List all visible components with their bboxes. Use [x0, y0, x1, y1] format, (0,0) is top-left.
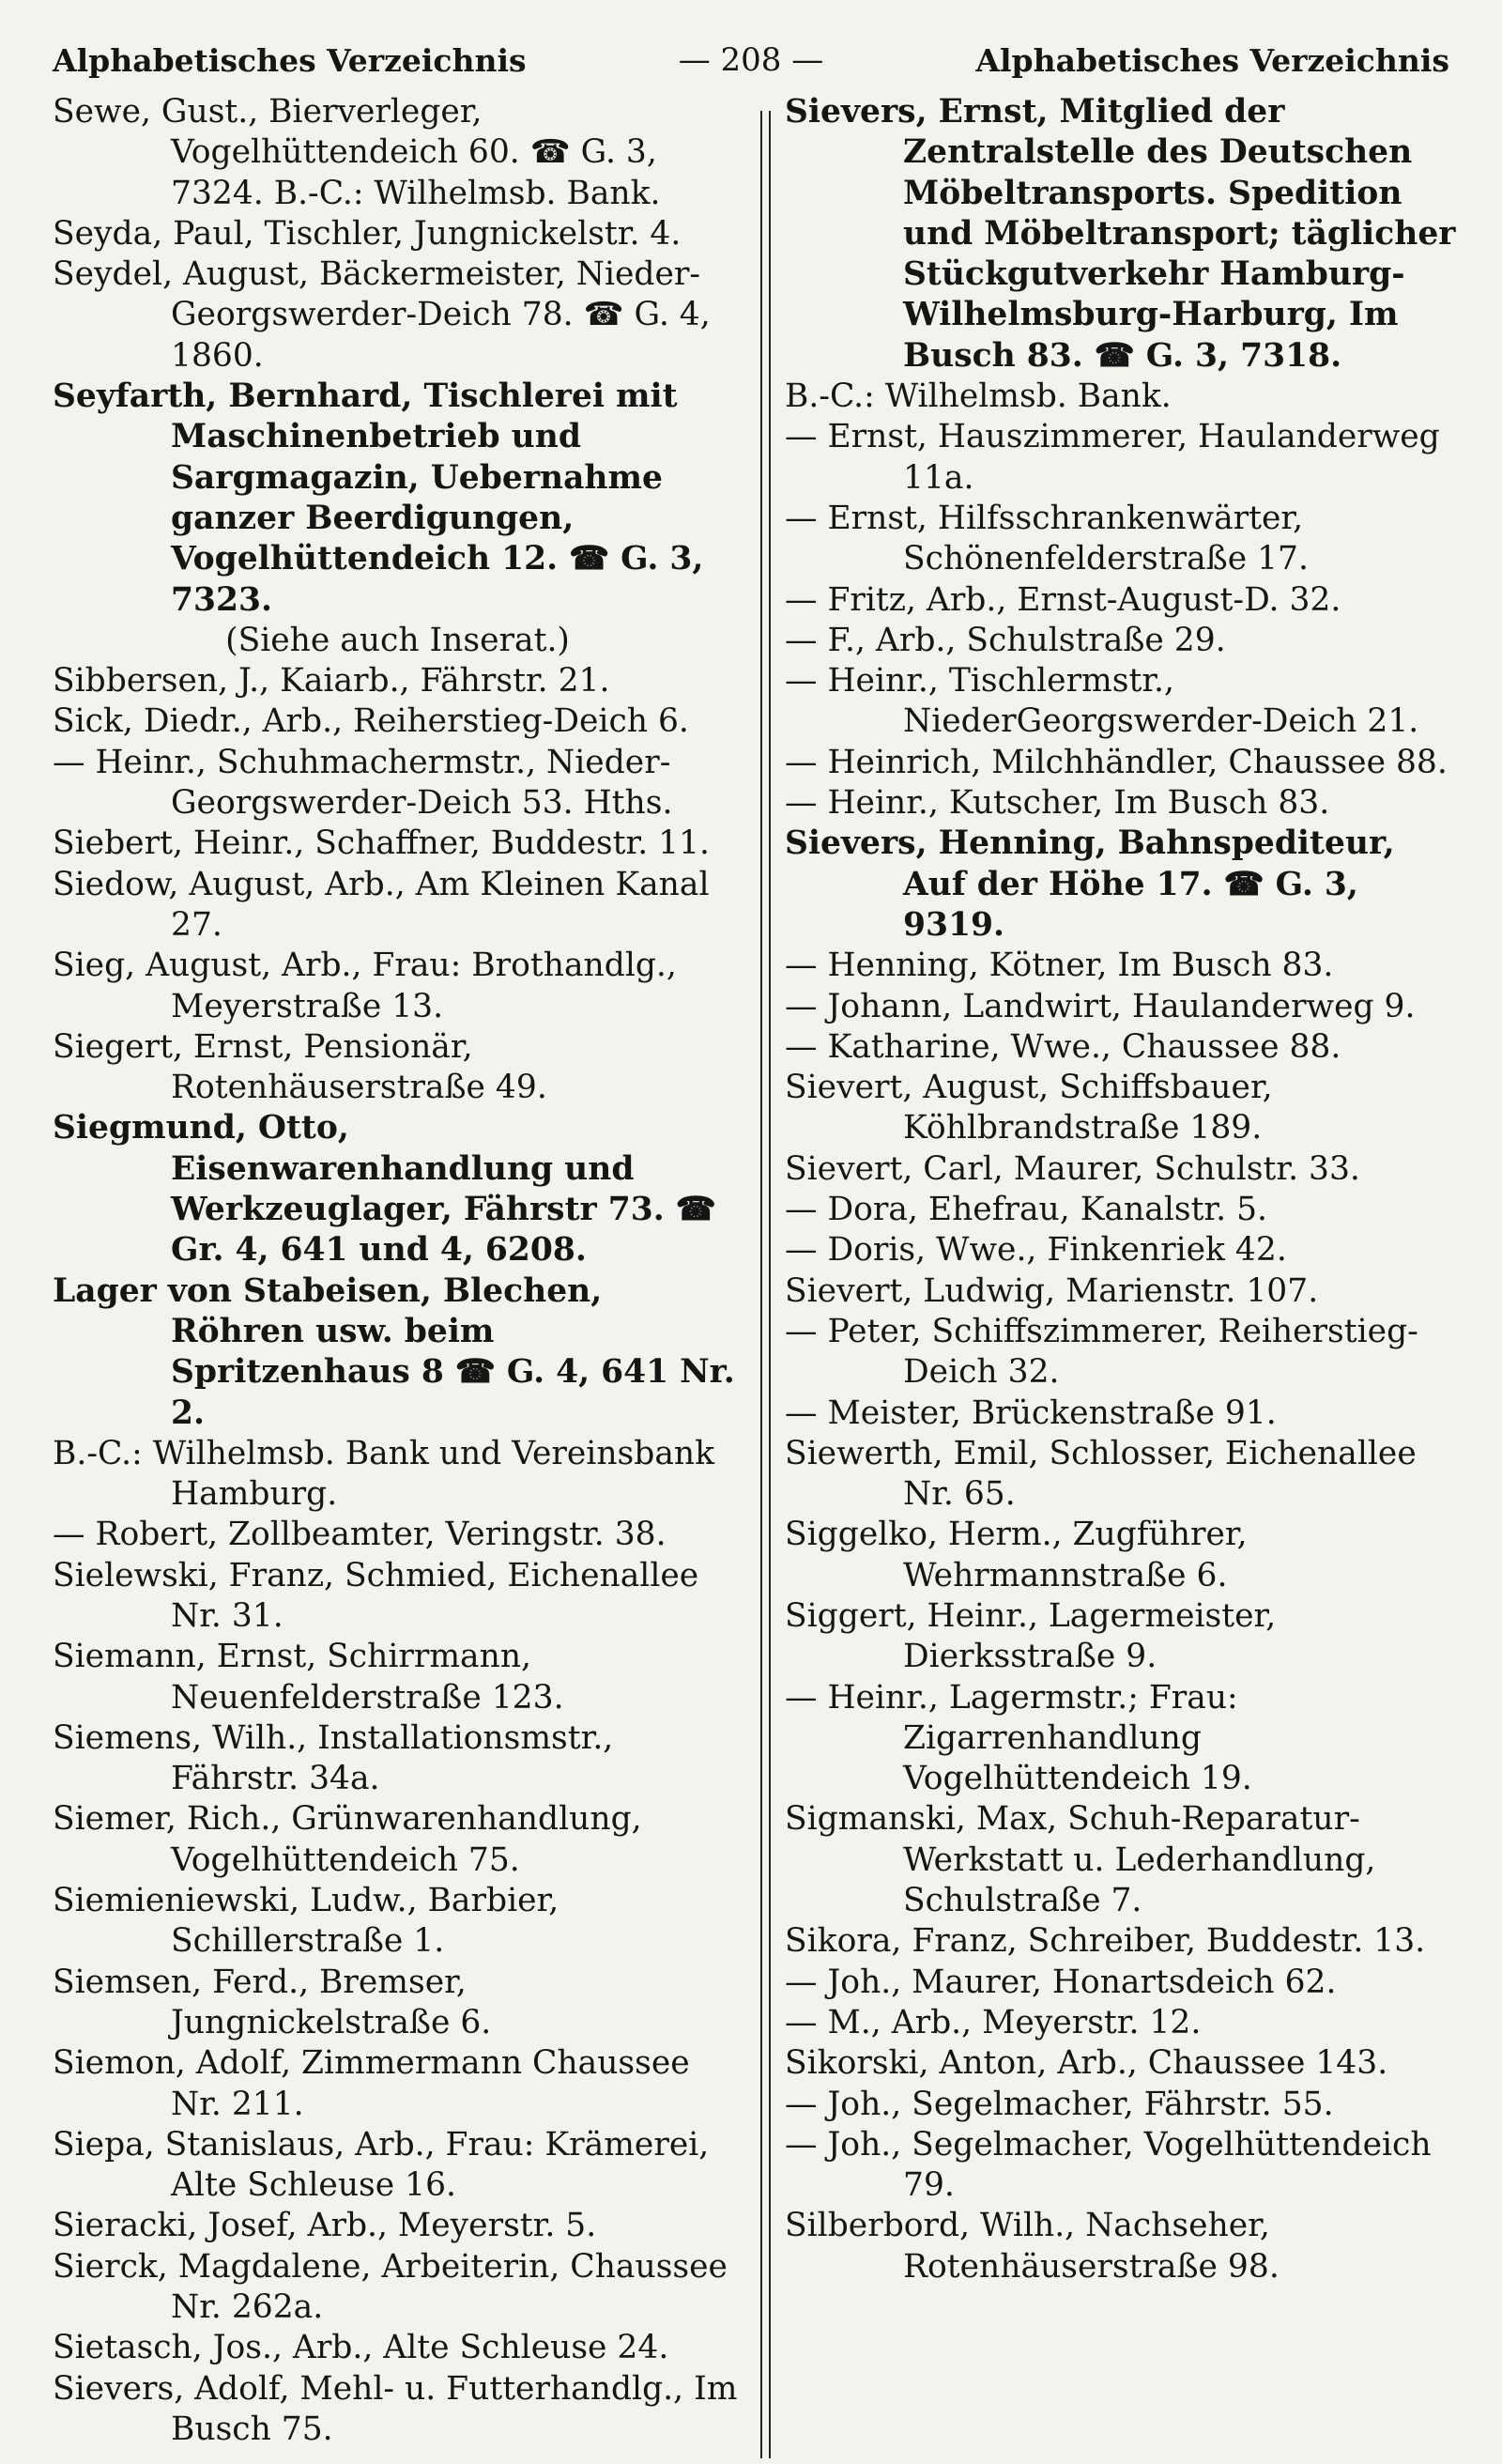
- directory-entry: B.-C.: Wilhelmsb. Bank.: [785, 377, 1172, 416]
- directory-entry: Sievers, Ernst, Mitglied der Zentralstelle des Deutschen Möbeltransports. Spedition und Möbeltransport; täglicher Stückgutverkehr Hamburg-Wilhelmsburg-Harburg, Im Busch 83. ☎ G. 3, 7318.: [785, 93, 1456, 375]
- directory-entry: Siewerth, Emil, Schlosser, Eichenallee Nr. 65.: [785, 1434, 1417, 1514]
- directory-entry: Siemer, Rich., Grünwarenhandlung, Vogelhüttendeich 75.: [53, 1800, 642, 1879]
- directory-entry: — Joh., Segelmacher, Vogelhüttendeich 79.: [785, 2125, 1432, 2205]
- directory-entry: — Heinr., Lagermstr.; Frau: Zigarrenhandlung Vogelhüttendeich 19.: [785, 1678, 1252, 1798]
- page-header: [53, 32, 1449, 88]
- directory-entry: Lager von Stabeisen, Blechen, Röhren usw. beim Spritzenhaus 8 ☎ G. 4, 641 Nr. 2.: [53, 1271, 735, 1432]
- directory-entry: — Meister, Brückenstraße 91.: [785, 1394, 1277, 1432]
- directory-entry: (Siehe auch Inserat.): [225, 621, 570, 659]
- header-left-title: Alphabetisches Verzeichnis: [53, 41, 527, 79]
- directory-entry: — Ernst, Hilfsschrankenwärter, Schönenfelderstraße 17.: [785, 499, 1309, 578]
- directory-entry: — Katharine, Wwe., Chaussee 88.: [785, 1027, 1341, 1066]
- directory-entry: Siebert, Heinr., Schaffner, Buddestr. 11.: [53, 824, 710, 863]
- directory-entry: Seydel, August, Bäckermeister, Nieder-Georgswerder-Deich 78. ☎ G. 4, 1860.: [53, 255, 711, 375]
- directory-entry: — Dora, Ehefrau, Kanalstr. 5.: [785, 1191, 1267, 1229]
- directory-entry: Siemens, Wilh., Installationsmstr., Fährstr. 34a.: [53, 1718, 614, 1798]
- directory-entry: Siepa, Stanislaus, Arb., Frau: Krämerei, Alte Schleuse 16.: [53, 2125, 710, 2205]
- directory-entry: Sieg, August, Arb., Frau: Brothandlg., Meyerstraße 13.: [53, 947, 677, 1025]
- page-number: — 208 —: [678, 41, 824, 79]
- directory-entry: Sewe, Gust., Bierverleger, Vogelhüttendeich 60. ☎ G. 3, 7324. B.-C.: Wilhelmsb. Bank.: [53, 93, 661, 212]
- directory-entry: — F., Arb., Schulstraße 29.: [785, 621, 1226, 659]
- header-right-title: Alphabetisches Verzeichnis: [975, 41, 1449, 79]
- directory-entry: Sieracki, Josef, Arb., Meyerstr. 5.: [53, 2207, 597, 2245]
- directory-entry: Silberbord, Wilh., Nachseher, Rotenhäuserstraße 98.: [785, 2207, 1280, 2286]
- directory-entry: Sigmanski, Max, Schuh-Reparatur-Werkstatt u. Lederhandlung, Schulstraße 7.: [785, 1800, 1376, 1920]
- directory-entry: Sielewski, Franz, Schmied, Eichenallee Nr. 31.: [53, 1556, 699, 1635]
- directory-entry: Siemsen, Ferd., Bremser, Jungnickelstraße 6.: [53, 1963, 492, 2041]
- directory-entry: Sievers, Adolf, Mehl- u. Futterhandlg., Im Busch 75.: [53, 2369, 738, 2448]
- directory-entry: — Heinr., Kutscher, Im Busch 83.: [785, 784, 1330, 823]
- directory-entry: — Doris, Wwe., Finkenriek 42.: [785, 1231, 1287, 1270]
- directory-entry: — Heinrich, Milchhändler, Chaussee 88.: [785, 743, 1448, 781]
- directory-entry: — Ernst, Hauszimmerer, Haulanderweg 11a.: [785, 418, 1440, 497]
- directory-entry: — Heinr., Tischlermstr., NiederGeorgswerder-Deich 21.: [785, 662, 1419, 741]
- directory-entry: Sibbersen, J., Kaiarb., Fährstr. 21.: [53, 662, 610, 701]
- directory-entry: Sierck, Magdalene, Arbeiterin, Chaussee Nr. 262a.: [53, 2247, 728, 2327]
- directory-entry: — Robert, Zollbeamter, Veringstr. 38.: [53, 1516, 667, 1554]
- right-column: [785, 92, 1465, 2287]
- directory-entry: Sikora, Franz, Schreiber, Buddestr. 13.: [785, 1922, 1426, 1961]
- directory-entry: — Joh., Segelmacher, Fährstr. 55.: [785, 2085, 1334, 2123]
- directory-entry: Sikorski, Anton, Arb., Chaussee 143.: [785, 2044, 1388, 2083]
- directory-entry: — Heinr., Schuhmachermstr., Nieder-Georgswerder-Deich 53. Hths.: [53, 743, 673, 823]
- directory-entry: Sievert, August, Schiffsbauer, Köhlbrandstraße 189.: [785, 1069, 1273, 1147]
- directory-entry: Siggert, Heinr., Lagermeister, Dierksstraße 9.: [785, 1596, 1277, 1676]
- directory-entry: — Fritz, Arb., Ernst-August-D. 32.: [785, 580, 1341, 619]
- directory-entry: Seyfarth, Bernhard, Tischlerei mit Maschinenbetrieb und Sargmagazin, Uebernahme ganzer Beerdigungen, Vogelhüttendeich 12. ☎ G. 3, 7323.: [53, 377, 704, 619]
- directory-entry: B.-C.: Wilhelmsb. Bank und Vereinsbank Hamburg.: [53, 1434, 715, 1514]
- directory-entry: Sievers, Henning, Bahnspediteur, Auf der Höhe 17. ☎ G. 3, 9319.: [785, 824, 1395, 944]
- directory-entry: — Johann, Landwirt, Haulanderweg 9.: [785, 987, 1416, 1025]
- directory-entry: Seyda, Paul, Tischler, Jungnickelstr. 4.: [53, 214, 682, 253]
- directory-entry: Sietasch, Jos., Arb., Alte Schleuse 24.: [53, 2329, 669, 2367]
- directory-entry: Siemon, Adolf, Zimmermann Chaussee Nr. 211.: [53, 2044, 690, 2123]
- directory-entry: — Henning, Kötner, Im Busch 83.: [785, 947, 1334, 985]
- directory-entry: — M., Arb., Meyerstr. 12.: [785, 2003, 1202, 2041]
- directory-entry: Siemann, Ernst, Schirrmann, Neuenfelderstraße 123.: [53, 1638, 564, 1717]
- directory-entry: Siggelko, Herm., Zugführer, Wehrmannstraße 6.: [785, 1516, 1248, 1594]
- directory-entry: Siegmund, Otto, Eisenwarenhandlung und Werkzeuglager, Fährstr 73. ☎ Gr. 4, 641 und 4, 6208.: [53, 1109, 716, 1270]
- directory-entry: Siegert, Ernst, Pensionär, Rotenhäuserstraße 49.: [53, 1027, 547, 1107]
- directory-entry: Sievert, Ludwig, Marienstr. 107.: [785, 1271, 1319, 1310]
- directory-entry: Sick, Diedr., Arb., Reiherstieg-Deich 6.: [53, 702, 689, 741]
- directory-entry: — Peter, Schiffszimmerer, Reiherstieg-Deich 32.: [785, 1312, 1418, 1392]
- left-column: [53, 92, 743, 2450]
- directory-entry: Siemieniewski, Ludw., Barbier, Schillerstraße 1.: [53, 1882, 559, 1961]
- column-divider: [760, 111, 771, 2458]
- directory-entry: Siedow, August, Arb., Am Kleinen Kanal 27.: [53, 865, 710, 944]
- directory-entry: — Joh., Maurer, Honartsdeich 62.: [785, 1963, 1337, 2001]
- directory-entry: Sievert, Carl, Maurer, Schulstr. 33.: [785, 1149, 1360, 1188]
